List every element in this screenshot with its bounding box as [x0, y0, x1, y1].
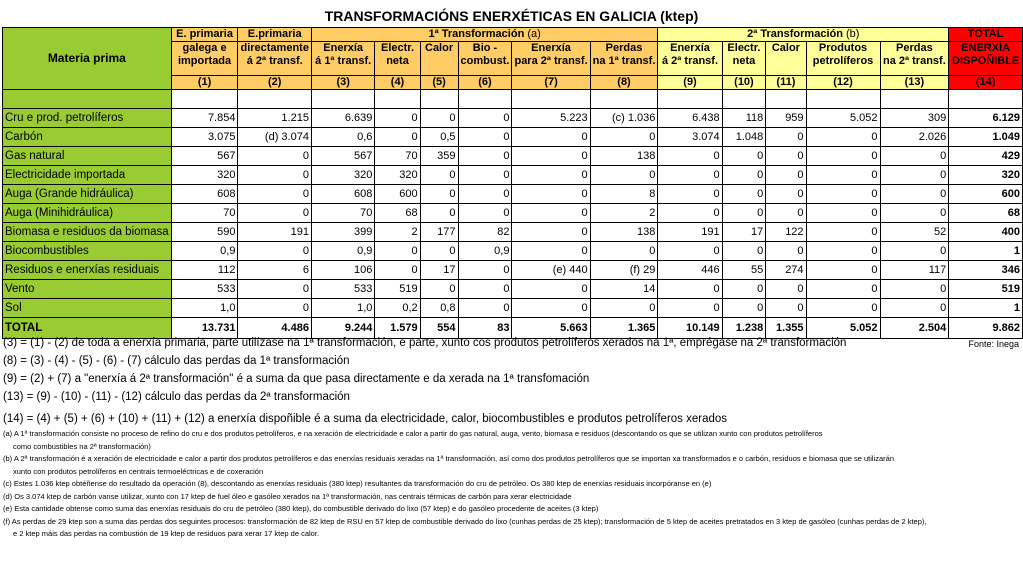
- source-note: Fonte: Inega: [968, 339, 1019, 349]
- cell-c14: 320: [949, 166, 1023, 185]
- cell-c2: 1.215: [238, 109, 311, 128]
- cell-c1: 7.854: [171, 109, 238, 128]
- col14-header-a: TOTAL: [949, 28, 1023, 42]
- cell-c10: 1.238: [722, 318, 766, 339]
- col2-number: (2): [238, 76, 311, 90]
- cell-c12: 0: [806, 204, 880, 223]
- col12-header: Produtos petrolíferos: [806, 42, 880, 76]
- col13-header: Perdas na 2ª transf.: [880, 42, 949, 76]
- col4-number: (4): [375, 76, 420, 90]
- cell-c1: 567: [171, 147, 238, 166]
- cell-c4: 1.579: [375, 318, 420, 339]
- cell-c8: (f) 29: [590, 261, 658, 280]
- cell-c4: 0: [375, 261, 420, 280]
- col5-header: Calor: [420, 42, 458, 76]
- cell-c14: 519: [949, 280, 1023, 299]
- col14-number: (14): [949, 76, 1023, 90]
- row-label: Electricidade importada: [3, 166, 172, 185]
- cell-c3: 106: [311, 261, 374, 280]
- cell-c1: 608: [171, 185, 238, 204]
- cell-c5: 17: [420, 261, 458, 280]
- footnote-d: (d) Os 3.074 ktep de carbón vanse utilizar, xunto con 17 ktep de fuel óleo e gasóleo xerados na 1ª transformación, nas centrais térmicas de carbón para xerar electricidade: [3, 491, 572, 501]
- second-transformation-header: 2ª Transformación (b): [658, 28, 949, 42]
- cell-c10: 0: [722, 147, 766, 166]
- row-label: Auga (Minihidráulica): [3, 204, 172, 223]
- table-row: [3, 185, 1023, 204]
- table-row: [3, 261, 1023, 280]
- cell-c6: 0: [458, 280, 512, 299]
- formula-line: (8) = (3) - (4) - (5) - (6) - (7) cálculo das perdas da 1ª transformación: [3, 355, 350, 367]
- cell-c14: 9.862: [949, 318, 1023, 339]
- cell-c6: 0,9: [458, 242, 512, 261]
- cell-c11: 0: [766, 280, 806, 299]
- cell-c7: 0: [512, 166, 590, 185]
- cell-c4: 0: [375, 128, 420, 147]
- cell-c2: 0: [238, 147, 311, 166]
- col5-number: (5): [420, 76, 458, 90]
- cell-c11: 0: [766, 128, 806, 147]
- row-label: Auga (Grande hidráulica): [3, 185, 172, 204]
- cell-c13: 0: [880, 204, 949, 223]
- cell-c2: 191: [238, 223, 311, 242]
- cell-c3: 0,6: [311, 128, 374, 147]
- cell-c4: 2: [375, 223, 420, 242]
- col11-number: (11): [766, 76, 806, 90]
- row-label: Residuos e enerxías residuais: [3, 261, 172, 280]
- cell-c1: 70: [171, 204, 238, 223]
- cell-c1: 533: [171, 280, 238, 299]
- col3-header: Enerxía á 1ª transf.: [311, 42, 374, 76]
- cell-c5: 0: [420, 204, 458, 223]
- cell-c7: 0: [512, 147, 590, 166]
- cell-c8: 14: [590, 280, 658, 299]
- cell-c7: 0: [512, 280, 590, 299]
- table-row: [3, 223, 1023, 242]
- cell-c11: 1.355: [766, 318, 806, 339]
- cell-c6: 0: [458, 204, 512, 223]
- cell-c2: (d) 3.074: [238, 128, 311, 147]
- footnote-b-cont: xunto con produtos petrolíferos en centrais termoeléctricas e de coxeración: [13, 466, 264, 476]
- cell-c9: 6.438: [658, 109, 722, 128]
- cell-c9: 191: [658, 223, 722, 242]
- cell-c13: 0: [880, 280, 949, 299]
- cell-c11: 959: [766, 109, 806, 128]
- cell-c1: 3.075: [171, 128, 238, 147]
- cell-c5: 0: [420, 280, 458, 299]
- cell-c11: 0: [766, 242, 806, 261]
- cell-c12: 5.052: [806, 109, 880, 128]
- table-row: [3, 280, 1023, 299]
- cell-c8: 1.365: [590, 318, 658, 339]
- row-label: Biocombustibles: [3, 242, 172, 261]
- cell-c10: 118: [722, 109, 766, 128]
- cell-c3: 1,0: [311, 299, 374, 318]
- cell-c7: 0: [512, 204, 590, 223]
- cell-c3: 399: [311, 223, 374, 242]
- cell-c12: 0: [806, 147, 880, 166]
- cell-c2: 0: [238, 299, 311, 318]
- cell-c5: 0,5: [420, 128, 458, 147]
- col9-header: Enerxía á 2ª transf.: [658, 42, 722, 76]
- cell-c7: (e) 440: [512, 261, 590, 280]
- cell-c9: 446: [658, 261, 722, 280]
- cell-c5: 0: [420, 166, 458, 185]
- cell-c9: 3.074: [658, 128, 722, 147]
- cell-c11: 0: [766, 147, 806, 166]
- cell-c9: 0: [658, 166, 722, 185]
- row-label: Biomasa e residuos da biomasa: [3, 223, 172, 242]
- cell-c5: 0: [420, 109, 458, 128]
- formula-line: (14) = (4) + (5) + (6) + (10) + (11) + (12) a enerxía dispoñible é a suma da electricidade, calor, biocombustibles e produtos petrolíferos xerados: [3, 413, 728, 425]
- col9-number: (9): [658, 76, 722, 90]
- table-row: [3, 109, 1023, 128]
- cell-c3: 320: [311, 166, 374, 185]
- cell-c9: 0: [658, 147, 722, 166]
- cell-c2: 4.486: [238, 318, 311, 339]
- cell-c1: 320: [171, 166, 238, 185]
- cell-c4: 70: [375, 147, 420, 166]
- cell-c13: 0: [880, 147, 949, 166]
- cell-c4: 0: [375, 242, 420, 261]
- footnote-b: (b) A 2ª transformación é a xeración de electricidade e calor a partir dos produtos petrolíferos e das enerxías residuais xeradas na 1ª transformación, así como dos produtos petrolíferos que se importan xa transformados e o carbón, residuos e biomasa que se utilizarán: [3, 454, 895, 463]
- cell-c4: 0: [375, 109, 420, 128]
- cell-c4: 600: [375, 185, 420, 204]
- cell-c5: 0: [420, 242, 458, 261]
- col6-header: Bio - combust.: [458, 42, 512, 76]
- cell-c12: 0: [806, 223, 880, 242]
- col12-number: (12): [806, 76, 880, 90]
- cell-c7: 0: [512, 223, 590, 242]
- cell-c9: 10.149: [658, 318, 722, 339]
- col1-number: (1): [171, 76, 238, 90]
- col7-header: Enerxía para 2ª transf.: [512, 42, 590, 76]
- cell-c4: 519: [375, 280, 420, 299]
- cell-c12: 0: [806, 261, 880, 280]
- cell-c14: 6.129: [949, 109, 1023, 128]
- cell-c5: 359: [420, 147, 458, 166]
- cell-c2: 0: [238, 166, 311, 185]
- col1-header-a: E. primaria: [171, 28, 238, 42]
- row-label: Vento: [3, 280, 172, 299]
- cell-c5: 554: [420, 318, 458, 339]
- cell-c1: 0,9: [171, 242, 238, 261]
- cell-c14: 400: [949, 223, 1023, 242]
- cell-c7: 5.663: [512, 318, 590, 339]
- cell-c12: 0: [806, 185, 880, 204]
- row-label: Gas natural: [3, 147, 172, 166]
- cell-c10: 1.048: [722, 128, 766, 147]
- col1-header-b: galega e importada: [171, 42, 238, 76]
- cell-c10: 0: [722, 280, 766, 299]
- cell-c10: 0: [722, 185, 766, 204]
- cell-c9: 0: [658, 185, 722, 204]
- formula-line: (13) = (9) - (10) - (11) - (12) cálculo das perdas da 2ª transformación: [3, 391, 350, 403]
- cell-c12: 0: [806, 242, 880, 261]
- col3-number: (3): [311, 76, 374, 90]
- cell-c8: (c) 1.036: [590, 109, 658, 128]
- cell-c13: 0: [880, 299, 949, 318]
- footnote-a: (a) A 1ª transformación consiste no proceso de refino do cru e dos produtos petrolíferos, e na xeración de electricidade e calor a partir do gas natural, auga, vento, biomasa e residuos (descontando os que se utilizan xunto con produtos petrolíferos: [3, 429, 823, 438]
- cell-c8: 138: [590, 223, 658, 242]
- cell-c10: 0: [722, 299, 766, 318]
- cell-c7: 0: [512, 299, 590, 318]
- footnote-c: (c) Estes 1.036 ktep obtéñense do resultado da operación (8), descontando as enerxías residuais (380 ktep) resultantes da transformación do cru de petróleo. Os 380 ktep de enerxías residuais incorpóranse en (e): [3, 479, 712, 488]
- cell-c1: 13.731: [171, 318, 238, 339]
- col14-header-b: ENERXÍA DISPOÑIBLE: [949, 42, 1023, 76]
- cell-c8: 138: [590, 147, 658, 166]
- first-transformation-header: 1ª Transformación (a): [311, 28, 657, 42]
- cell-c3: 567: [311, 147, 374, 166]
- cell-c7: 0: [512, 128, 590, 147]
- col2-header-a: E.primaria: [238, 28, 311, 42]
- cell-c13: 309: [880, 109, 949, 128]
- footnote-f-cont: e 2 ktep máis das perdas na combustión de 19 ktep de residuos para xerar 17 ktep de calor.: [13, 529, 320, 538]
- cell-c9: 0: [658, 204, 722, 223]
- col6-number: (6): [458, 76, 512, 90]
- cell-c6: 0: [458, 128, 512, 147]
- col11-header: Calor: [766, 42, 806, 76]
- cell-c10: 0: [722, 166, 766, 185]
- cell-c3: 6.639: [311, 109, 374, 128]
- spacer-cell: [3, 90, 172, 109]
- cell-c11: 0: [766, 185, 806, 204]
- cell-c10: 17: [722, 223, 766, 242]
- cell-c8: 2: [590, 204, 658, 223]
- row-label: Carbón: [3, 128, 172, 147]
- col2-header-b: directamente á 2ª transf.: [238, 42, 311, 76]
- cell-c5: 177: [420, 223, 458, 242]
- cell-c8: 0: [590, 242, 658, 261]
- col10-number: (10): [722, 76, 766, 90]
- cell-c13: 52: [880, 223, 949, 242]
- cell-c11: 122: [766, 223, 806, 242]
- footnote-a-cont: como combustibles na 2ª transformación): [13, 441, 151, 451]
- col8-number: (8): [590, 76, 658, 90]
- row-label: Cru e prod. petrolíferos: [3, 109, 172, 128]
- table-row: [3, 204, 1023, 223]
- cell-c6: 83: [458, 318, 512, 339]
- cell-c6: 0: [458, 261, 512, 280]
- cell-c3: 70: [311, 204, 374, 223]
- energy-table: [2, 27, 1023, 339]
- cell-c13: 0: [880, 166, 949, 185]
- col7-number: (7): [512, 76, 590, 90]
- cell-c11: 0: [766, 166, 806, 185]
- cell-c2: 0: [238, 242, 311, 261]
- cell-c7: 0: [512, 185, 590, 204]
- footnote-f: (f) As perdas de 29 ktep son a suma das perdas dos seguintes procesos: transformación de 82 ktep de RSU en 57 ktep de combustible derivado do lixo (cunhas perdas de 25 ktep); transformación de 5 ktep de aceites pretratados en 3 ktep de gasóleo (cunhas perdas de 2 ktep),: [3, 516, 927, 526]
- table-row: [3, 299, 1023, 318]
- cell-c14: 1.049: [949, 128, 1023, 147]
- col10-header: Electr. neta: [722, 42, 766, 76]
- cell-c13: 117: [880, 261, 949, 280]
- cell-c8: 0: [590, 299, 658, 318]
- cell-c9: 0: [658, 242, 722, 261]
- cell-c11: 0: [766, 299, 806, 318]
- table-row: [3, 242, 1023, 261]
- cell-c1: 590: [171, 223, 238, 242]
- cell-c14: 1: [949, 299, 1023, 318]
- cell-c4: 320: [375, 166, 420, 185]
- cell-c2: 0: [238, 204, 311, 223]
- cell-c11: 274: [766, 261, 806, 280]
- cell-c12: 0: [806, 299, 880, 318]
- footnote-e: (e) Esta cantidade obtense como suma das enerxías residuais do cru de petróleo (380 ktep), do combustible derivado do lixo (57 ktep) e do gasóleo procedente de aceites (3 ktep): [3, 504, 599, 513]
- cell-c7: 5.223: [512, 109, 590, 128]
- cell-c14: 429: [949, 147, 1023, 166]
- cell-c5: 0,8: [420, 299, 458, 318]
- cell-c13: 2.026: [880, 128, 949, 147]
- cell-c2: 0: [238, 185, 311, 204]
- cell-c11: 0: [766, 204, 806, 223]
- cell-c10: 55: [722, 261, 766, 280]
- cell-c14: 600: [949, 185, 1023, 204]
- cell-c1: 112: [171, 261, 238, 280]
- cell-c12: 5.052: [806, 318, 880, 339]
- cell-c5: 0: [420, 185, 458, 204]
- cell-c14: 68: [949, 204, 1023, 223]
- cell-c13: 0: [880, 185, 949, 204]
- col13-number: (13): [880, 76, 949, 90]
- cell-c3: 533: [311, 280, 374, 299]
- cell-c14: 346: [949, 261, 1023, 280]
- cell-c14: 1: [949, 242, 1023, 261]
- cell-c6: 0: [458, 166, 512, 185]
- col4-header: Electr. neta: [375, 42, 420, 76]
- cell-c10: 0: [722, 242, 766, 261]
- cell-c6: 0: [458, 185, 512, 204]
- cell-c3: 9.244: [311, 318, 374, 339]
- row-label: TOTAL: [3, 318, 172, 339]
- cell-c4: 0,2: [375, 299, 420, 318]
- materia-prima-header: Materia prima: [3, 28, 172, 90]
- cell-c6: 0: [458, 147, 512, 166]
- cell-c8: 0: [590, 166, 658, 185]
- cell-c10: 0: [722, 204, 766, 223]
- cell-c1: 1,0: [171, 299, 238, 318]
- cell-c3: 0,9: [311, 242, 374, 261]
- cell-c6: 0: [458, 109, 512, 128]
- cell-c4: 68: [375, 204, 420, 223]
- table-row: [3, 147, 1023, 166]
- cell-c13: 2.504: [880, 318, 949, 339]
- cell-c2: 0: [238, 280, 311, 299]
- row-label: Sol: [3, 299, 172, 318]
- table-row: [3, 128, 1023, 147]
- cell-c12: 0: [806, 128, 880, 147]
- cell-c13: 0: [880, 242, 949, 261]
- formula-line: (3) = (1) - (2) de toda a enerxía primaria, parte utilízase na 1ª transformación, e parte, xunto cos produtos petrolíferos xerados na 1ª, emprégase na 2ª transformación: [3, 337, 847, 349]
- notes-section: [3, 334, 1021, 541]
- cell-c6: 82: [458, 223, 512, 242]
- cell-c12: 0: [806, 280, 880, 299]
- cell-c8: 0: [590, 128, 658, 147]
- cell-c9: 0: [658, 280, 722, 299]
- formula-line: (9) = (2) + (7) a "enerxía á 2ª transformación" é a suma da que pasa directamente e da xerada na 1ª transfomación: [3, 373, 590, 385]
- cell-c8: 8: [590, 185, 658, 204]
- cell-c12: 0: [806, 166, 880, 185]
- cell-c6: 0: [458, 299, 512, 318]
- table-row: [3, 166, 1023, 185]
- page-title: TRANSFORMACIÓNS ENERXÉTICAS EN GALICIA (ktep): [324, 8, 699, 24]
- cell-c7: 0: [512, 242, 590, 261]
- col8-header: Perdas na 1ª transf.: [590, 42, 658, 76]
- cell-c2: 6: [238, 261, 311, 280]
- cell-c9: 0: [658, 299, 722, 318]
- cell-c3: 608: [311, 185, 374, 204]
